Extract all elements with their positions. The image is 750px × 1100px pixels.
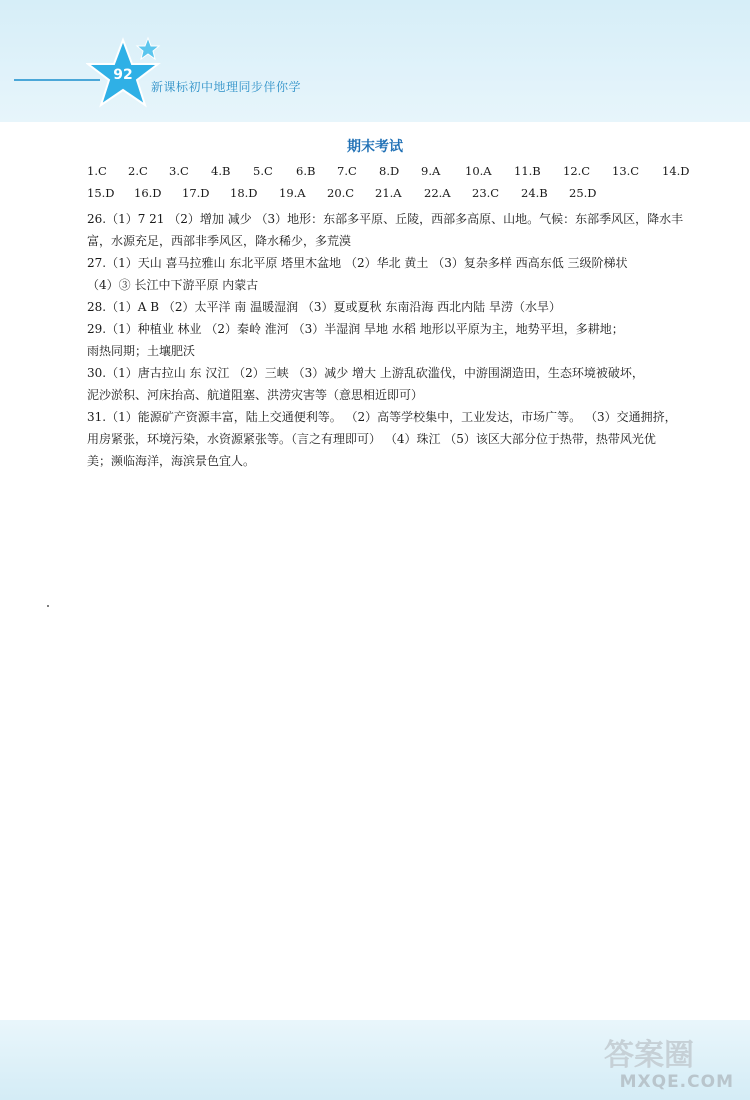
mc-answer: 8.D bbox=[379, 164, 400, 178]
mc-answer: 18.D bbox=[230, 186, 258, 200]
mc-answer: 2.C bbox=[128, 164, 148, 178]
mc-answer: 16.D bbox=[134, 186, 162, 200]
mc-answer: 25.D bbox=[569, 186, 597, 200]
answer-line: 泥沙淤积、河床抬高、航道阻塞、洪涝灾害等（意思相近即可） bbox=[87, 388, 424, 402]
answer-line: （4）③ 长江中下游平原 内蒙古 bbox=[87, 278, 259, 292]
mc-answer: 12.C bbox=[563, 164, 591, 178]
mc-answer: 7.C bbox=[337, 164, 357, 178]
mc-answer: 11.B bbox=[514, 164, 541, 178]
page-number-star-icon bbox=[86, 36, 166, 116]
page-number: 92 bbox=[113, 67, 133, 83]
series-title: 新课标初中地理同步伴你学 bbox=[151, 80, 302, 94]
answer-line: 26.（1）7 21 （2）增加 减少 （3）地形：东部多平原、丘陵，西部多高原、山地。气候：东部季风区，降水丰 bbox=[87, 212, 684, 226]
scan-speck bbox=[47, 605, 49, 607]
answer-line: 29.（1）种植业 林业 （2）秦岭 淮河 （3）半湿润 旱地 水稻 地形以平原为主，地势平坦，多耕地； bbox=[87, 322, 624, 336]
answer-line: 30.（1）唐古拉山 东 汉江 （2）三峡 （3）减少 增大 上游乱砍滥伐，中游围湖造田，生态环境被破坏， bbox=[87, 366, 644, 380]
answer-line: 28.（1）A B （2）太平洋 南 温暖湿润 （3）夏或夏秋 东南沿海 西北内陆 旱涝（水旱） bbox=[87, 300, 561, 314]
answer-line: 用房紧张，环境污染，水资源紧张等。（言之有理即可） （4）珠江 （5）该区大部分位于热带，热带风光优 bbox=[87, 432, 656, 446]
answer-line: 27.（1）天山 喜马拉雅山 东北平原 塔里木盆地 （2）华北 黄土 （3）复杂多样 西高东低 三级阶梯状 bbox=[87, 256, 628, 270]
answer-line: 31.（1）能源矿产资源丰富，陆上交通便利等。 （2）高等学校集中，工业发达，市场广等。 （3）交通拥挤， bbox=[87, 410, 677, 424]
mc-answer: 4.B bbox=[211, 164, 231, 178]
mc-answer: 9.A bbox=[421, 164, 441, 178]
watermark-logo: 答案圈 bbox=[604, 1038, 694, 1073]
mc-answer: 14.D bbox=[662, 164, 690, 178]
mc-answer: 10.A bbox=[465, 164, 492, 178]
mc-answer: 13.C bbox=[612, 164, 640, 178]
answer-line: 雨热同期；土壤肥沃 bbox=[87, 344, 196, 358]
mc-answer: 20.C bbox=[327, 186, 355, 200]
mc-answer: 21.A bbox=[375, 186, 402, 200]
mc-answer: 17.D bbox=[182, 186, 210, 200]
mc-answer: 24.B bbox=[521, 186, 548, 200]
mc-answer: 19.A bbox=[279, 186, 306, 200]
answer-line: 富，水源充足，西部非季风区，降水稀少，多荒漠 bbox=[87, 234, 352, 248]
answer-line: 美；濒临海洋，海滨景色宜人。 bbox=[87, 454, 256, 468]
mc-answer: 6.B bbox=[296, 164, 316, 178]
mc-answer: 1.C bbox=[87, 164, 107, 178]
mc-answer: 22.A bbox=[424, 186, 451, 200]
answer-text-block bbox=[87, 208, 707, 472]
section-title: 期末考试 bbox=[347, 139, 403, 155]
mc-answer: 15.D bbox=[87, 186, 115, 200]
mc-answer: 3.C bbox=[169, 164, 189, 178]
mc-answer: 23.C bbox=[472, 186, 500, 200]
mc-answer: 5.C bbox=[253, 164, 273, 178]
watermark-url: MXQE.COM bbox=[619, 1072, 734, 1092]
